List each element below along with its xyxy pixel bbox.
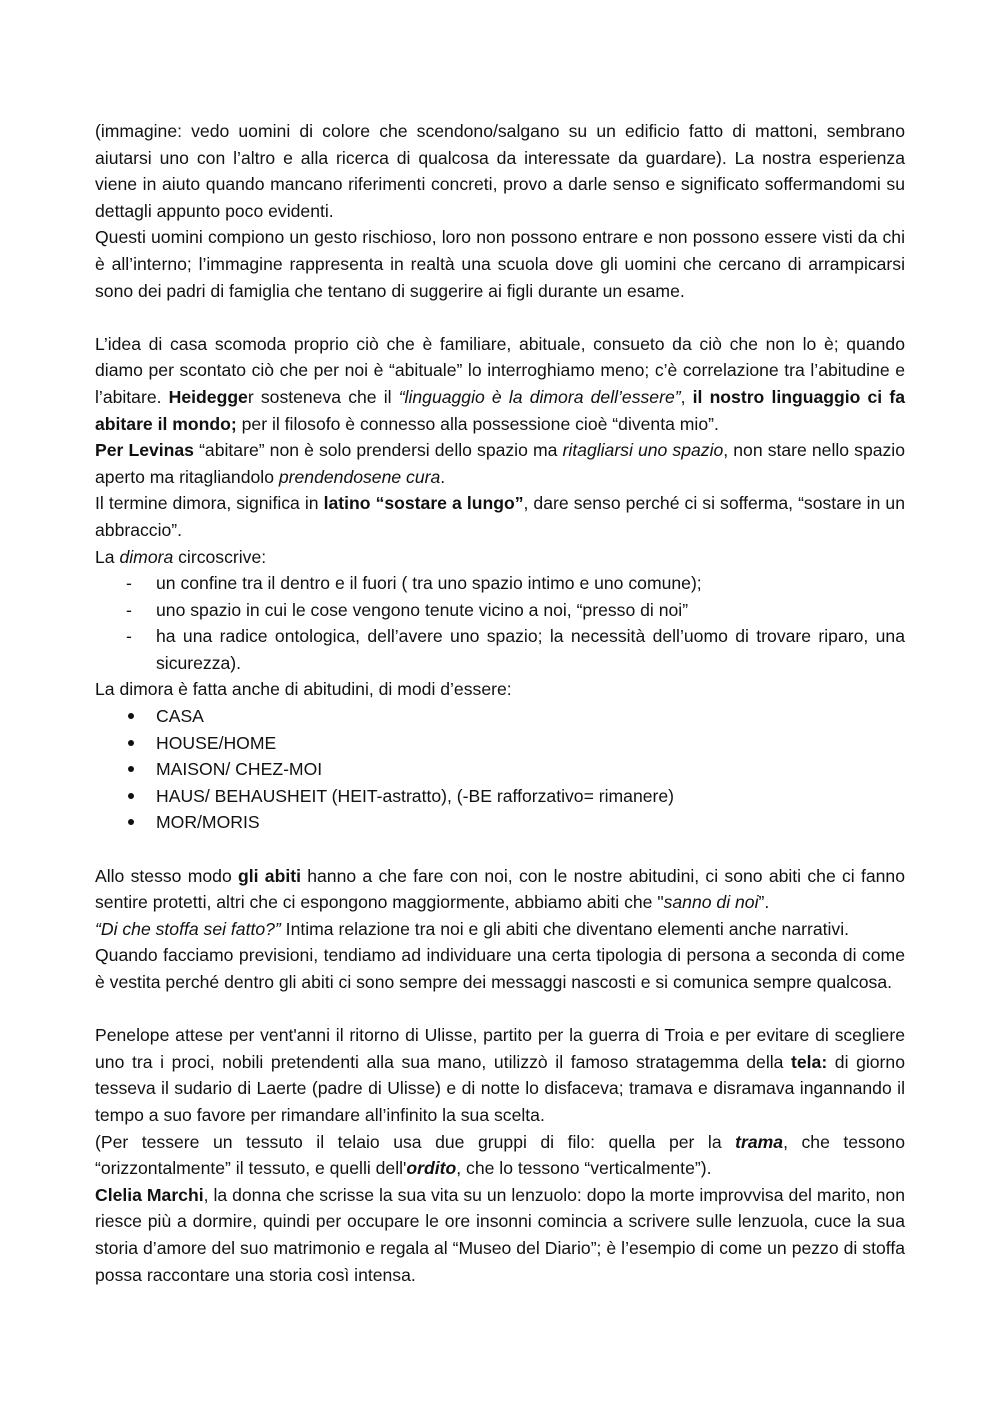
paragraph-weaving	[95, 1129, 905, 1182]
bold-word: tela:	[791, 1051, 828, 1072]
blank-line	[95, 836, 905, 863]
paragraph-levinas	[95, 437, 905, 490]
list-item: MAISON/ CHEZ-MOI	[95, 756, 905, 783]
heidegger-quote: “linguaggio è la dimora dell’essere”	[398, 386, 681, 407]
italic-question: “Di che stoffa sei fatto?”	[95, 918, 281, 939]
list-item: - ha una radice ontologica, dell’avere uno spazio; la necessità dell’uomo di trovare riparo, una sicurezza).	[95, 623, 905, 676]
paragraph-habits-intro: La dimora è fatta anche di abitudini, di modi d’essere:	[95, 679, 512, 700]
heidegger-name: Heidegge	[168, 386, 248, 407]
text-run: circoscrive:	[173, 546, 267, 567]
text-run: , che tessono “orizzontalmente” il tessuto, e quelli dell'	[95, 1131, 905, 1179]
text-run: (Per tessere un tessuto il telaio usa due gruppi di filo: quella per la	[95, 1131, 736, 1152]
italic-phrase: prendendosene cura	[278, 466, 441, 487]
bullet-list	[95, 703, 905, 836]
text-run: di giorno tesseva il sudario di Laerte (padre di Ulisse) e di notte lo disfaceva; tramava e disramava ingannando il tempo a suo favore per rimandare all’infinito la sua scelta.	[95, 1051, 905, 1125]
paragraph-clelia-marchi	[95, 1182, 905, 1288]
text-run: .	[440, 466, 446, 487]
text-run: Penelope attese per vent'anni il ritorno di Ulisse, partito per la guerra di Troia e per evitare di scegliere uno tra i proci, nobili pretendenti alla sua mano, utilizzò il famoso stratagemma della	[95, 1025, 905, 1072]
paragraph-risky-gesture: Questi uomini compiono un gesto rischioso, loro non possono entrare e non possono essere visti da chi è all’interno; l’immagine rappresenta in realtà una scuola dove gli uomini che cercano di arrampicarsi sono dei padri di famiglia che tentano di suggerire ai figli durante un esame.	[95, 227, 905, 301]
paragraph-image-description: (immagine: vedo uomini di colore che scendono/salgano su un edificio fatto di mattoni, sembrano aiutarsi uno con l’altro e alla ricerca di qualcosa da interessate da guardare). La nostra esperienza viene in aiuto quando mancano riferimenti concreti, provo a darle senso e significato soffermandomi su dettagli appunto poco evidenti.	[95, 121, 905, 221]
text-run: , non stare nello spazio aperto ma ritagliandolo	[95, 440, 906, 487]
text-run: , la donna che scrisse la sua vita su un lenzuolo: dopo la morte improvvisa del marito, non riesce più a dormire, quindi per occupare le ore insonni comincia a scrivere sulle lenzuola, cuce la sua storia d’amore del suo matrimonio e regala al “Museo del Diario”; è l’esempio di come un pezzo di stoffa possa raccontare una storia così intensa.	[95, 1184, 905, 1285]
text-run: Intima relazione tra noi e gli abiti che diventano elementi anche narrativi.	[280, 918, 850, 939]
text-run: L’idea di casa scomoda proprio ciò che è familiare, abituale, consueto da ciò che non lo è; quando diamo per scontato ciò che per noi è “abituale” lo interroghiamo meno; c’è correlazione tra l’abitudine e l’abitare.	[95, 333, 905, 407]
paragraph-dimora-meaning	[95, 490, 905, 543]
paragraph-fabric-question	[95, 916, 905, 943]
text-run: , che lo tessono “verticalmente”).	[456, 1158, 712, 1179]
dash-list	[95, 570, 905, 676]
list-item: CASA	[95, 703, 905, 730]
text-run: ,	[680, 386, 693, 407]
paragraph-clothes	[95, 863, 905, 916]
italic-word: dimora	[119, 546, 174, 567]
bold-italic-word: ordito	[406, 1158, 457, 1179]
paragraph-idea-of-home	[95, 331, 905, 437]
text-run: hanno a che fare con noi, con le nostre abitudini, ci sono abiti che ci fanno sentire protetti, altri che ci espongono maggiormente, abbiamo abiti che "	[95, 865, 905, 913]
blank-line	[95, 996, 905, 1023]
text-run: per il filosofo è connesso alla possessione cioè “diventa mio”.	[236, 413, 719, 434]
paragraph-dimora-intro	[95, 544, 905, 571]
text-run: La	[95, 546, 120, 567]
text-run: ”.	[758, 892, 770, 913]
clelia-name: Clelia Marchi	[95, 1184, 204, 1205]
text-run: “abitare” non è solo prendersi dello spazio ma	[193, 440, 563, 461]
text-run: , dare senso perché ci si sofferma, “sostare in un abbraccio”.	[95, 493, 905, 540]
list-item: HOUSE/HOME	[95, 730, 905, 757]
list-item: - un confine tra il dentro e il fuori ( tra uno spazio intimo e uno comune);	[95, 570, 905, 597]
bold-phrase: latino “sostare a lungo”	[323, 493, 524, 514]
text-run: r sosteneva che il	[247, 386, 399, 407]
list-item: MOR/MORIS	[95, 809, 905, 836]
blank-line	[95, 304, 905, 331]
text-run: Il termine dimora, significa in	[95, 493, 324, 514]
bold-statement: il nostro linguaggio ci fa abitare il mondo;	[95, 386, 905, 434]
paragraph-penelope	[95, 1022, 905, 1128]
paragraph-predictions: Quando facciamo previsioni, tendiamo ad individuare una certa tipologia di persona a seconda di come è vestita perché dentro gli abiti ci sono sempre dei messaggi nascosti e si comunica sempre qualcosa.	[95, 945, 905, 992]
italic-phrase: sanno di noi	[663, 892, 759, 913]
italic-phrase: ritagliarsi uno spazio	[562, 440, 724, 461]
text-run: Allo stesso modo	[95, 865, 238, 886]
bold-italic-word: trama	[735, 1131, 784, 1152]
bold-phrase: gli abiti	[238, 865, 301, 886]
list-item: HAUS/ BEHAUSHEIT (HEIT-astratto), (-BE rafforzativo= rimanere)	[95, 783, 905, 810]
list-item: - uno spazio in cui le cose vengono tenute vicino a noi, “presso di noi”	[95, 597, 905, 624]
levinas-name: Per Levinas	[95, 440, 194, 461]
